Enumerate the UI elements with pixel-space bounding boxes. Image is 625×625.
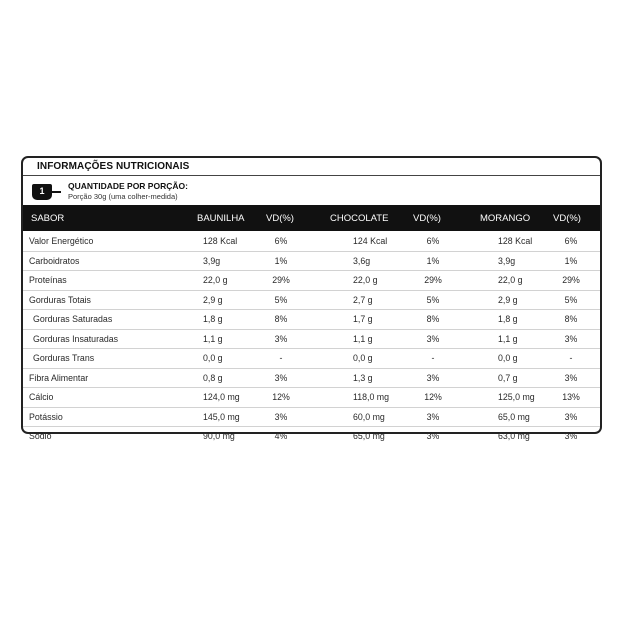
- measuring-scoop-handle: [51, 191, 61, 193]
- chocolate-value: 22,0 g: [353, 275, 378, 285]
- chocolate-value: 3,6g: [353, 255, 371, 266]
- baunilha-vd: 1%: [274, 255, 288, 266]
- baunilha-value: 22,0 g: [203, 275, 228, 285]
- baunilha-value: 0,0 g: [203, 353, 223, 363]
- nutrient-name: Cálcio: [29, 392, 54, 402]
- chocolate-value: 60,0 mg: [353, 411, 385, 422]
- chocolate-vd: 12%: [424, 392, 442, 402]
- baunilha-vd: -: [279, 353, 283, 363]
- table-row: [23, 387, 600, 407]
- header-chocolate: CHOCOLATE: [330, 213, 389, 224]
- morango-value: 125,0 mg: [498, 392, 535, 402]
- table-header: [23, 205, 600, 231]
- chocolate-vd: 3%: [426, 411, 440, 422]
- morango-value: 1,8 g: [498, 314, 518, 324]
- baunilha-vd: 5%: [274, 294, 288, 305]
- chocolate-vd: 3%: [426, 372, 440, 383]
- table-row: [23, 348, 600, 368]
- table-row: [23, 232, 600, 251]
- morango-vd: 3%: [564, 333, 578, 344]
- baunilha-vd: 29%: [272, 275, 290, 285]
- chocolate-value: 1,7 g: [353, 314, 373, 324]
- baunilha-vd: 6%: [274, 236, 288, 246]
- chocolate-value: 1,3 g: [353, 372, 373, 383]
- nutrient-name: Gorduras Insaturadas: [33, 333, 119, 344]
- header-sabor: SABOR: [31, 213, 65, 224]
- nutrient-name: Carboidratos: [29, 255, 80, 266]
- header-vd-chocolate: VD(%): [413, 213, 441, 224]
- table-row: [23, 251, 600, 271]
- nutrient-name: Gorduras Totais: [29, 294, 91, 305]
- table-row: [23, 309, 600, 329]
- nutrient-rows: [23, 232, 600, 446]
- title-divider: [23, 175, 600, 176]
- baunilha-vd: 8%: [274, 314, 288, 324]
- table-row: [23, 407, 600, 427]
- chocolate-vd: 5%: [426, 294, 440, 305]
- morango-vd: 1%: [564, 255, 578, 266]
- morango-vd: 6%: [564, 236, 578, 246]
- morango-value: 2,9 g: [498, 294, 518, 305]
- morango-value: 22,0 g: [498, 275, 523, 285]
- header-baunilha: BAUNILHA: [197, 213, 245, 224]
- panel-title: INFORMAÇÕES NUTRICIONAIS: [37, 161, 190, 172]
- baunilha-value: 1,1 g: [203, 333, 223, 344]
- chocolate-vd: 8%: [426, 314, 440, 324]
- morango-value: 0,0 g: [498, 353, 518, 363]
- header-vd-morango: VD(%): [553, 213, 581, 224]
- baunilha-vd: 4%: [274, 431, 288, 441]
- chocolate-vd: 29%: [424, 275, 442, 285]
- portion-heading: QUANTIDADE POR PORÇÃO:: [68, 181, 188, 191]
- chocolate-value: 2,7 g: [353, 294, 373, 305]
- morango-vd: 29%: [562, 275, 580, 285]
- nutrient-name: Gorduras Trans: [33, 353, 95, 363]
- baunilha-value: 1,8 g: [203, 314, 223, 324]
- chocolate-vd: -: [431, 353, 435, 363]
- table-row: [23, 426, 600, 446]
- header-vd-baunilha: VD(%): [266, 213, 294, 224]
- chocolate-value: 1,1 g: [353, 333, 373, 344]
- portion-subtitle: Porção 30g (uma colher-medida): [68, 192, 178, 201]
- chocolate-vd: 6%: [426, 236, 440, 246]
- table-row: [23, 368, 600, 388]
- nutrient-name: Fibra Alimentar: [29, 372, 89, 383]
- chocolate-vd: 3%: [426, 333, 440, 344]
- baunilha-value: 2,9 g: [203, 294, 223, 305]
- morango-vd: -: [569, 353, 573, 363]
- baunilha-value: 145,0 mg: [203, 411, 240, 422]
- morango-vd: 8%: [564, 314, 578, 324]
- baunilha-vd: 3%: [274, 411, 288, 422]
- nutrient-name: Gorduras Saturadas: [33, 314, 113, 324]
- morango-vd: 3%: [564, 431, 578, 441]
- baunilha-value: 124,0 mg: [203, 392, 240, 402]
- nutrient-name: Potássio: [29, 411, 63, 422]
- chocolate-value: 65,0 mg: [353, 431, 385, 441]
- baunilha-value: 90,0 mg: [203, 431, 235, 441]
- chocolate-value: 118,0 mg: [353, 392, 390, 402]
- morango-value: 128 Kcal: [498, 236, 533, 246]
- morango-value: 63,0 mg: [498, 431, 530, 441]
- nutrition-facts-panel: [21, 156, 602, 441]
- morango-vd: 3%: [564, 411, 578, 422]
- baunilha-value: 3,9g: [203, 255, 221, 266]
- baunilha-value: 0,8 g: [203, 372, 223, 383]
- table-row: [23, 290, 600, 310]
- header-morango: MORANGO: [480, 213, 531, 224]
- morango-value: 65,0 mg: [498, 411, 530, 422]
- morango-value: 3,9g: [498, 255, 516, 266]
- morango-vd: 5%: [564, 294, 578, 305]
- baunilha-vd: 12%: [272, 392, 290, 402]
- nutrient-name: Valor Energético: [29, 236, 94, 246]
- measuring-scoop-icon: [32, 184, 52, 200]
- chocolate-vd: 1%: [426, 255, 440, 266]
- baunilha-vd: 3%: [274, 333, 288, 344]
- chocolate-value: 124 Kcal: [353, 236, 388, 246]
- morango-vd: 3%: [564, 372, 578, 383]
- baunilha-vd: 3%: [274, 372, 288, 383]
- nutrient-name: Sódio: [29, 431, 52, 441]
- baunilha-value: 128 Kcal: [203, 236, 238, 246]
- chocolate-vd: 3%: [426, 431, 440, 441]
- nutrient-name: Proteínas: [29, 275, 67, 285]
- morango-value: 1,1 g: [498, 333, 518, 344]
- scoop-count: 1: [39, 186, 45, 196]
- table-row: [23, 329, 600, 349]
- morango-vd: 13%: [562, 392, 580, 402]
- morango-value: 0,7 g: [498, 372, 518, 383]
- table-row: [23, 270, 600, 290]
- chocolate-value: 0,0 g: [353, 353, 373, 363]
